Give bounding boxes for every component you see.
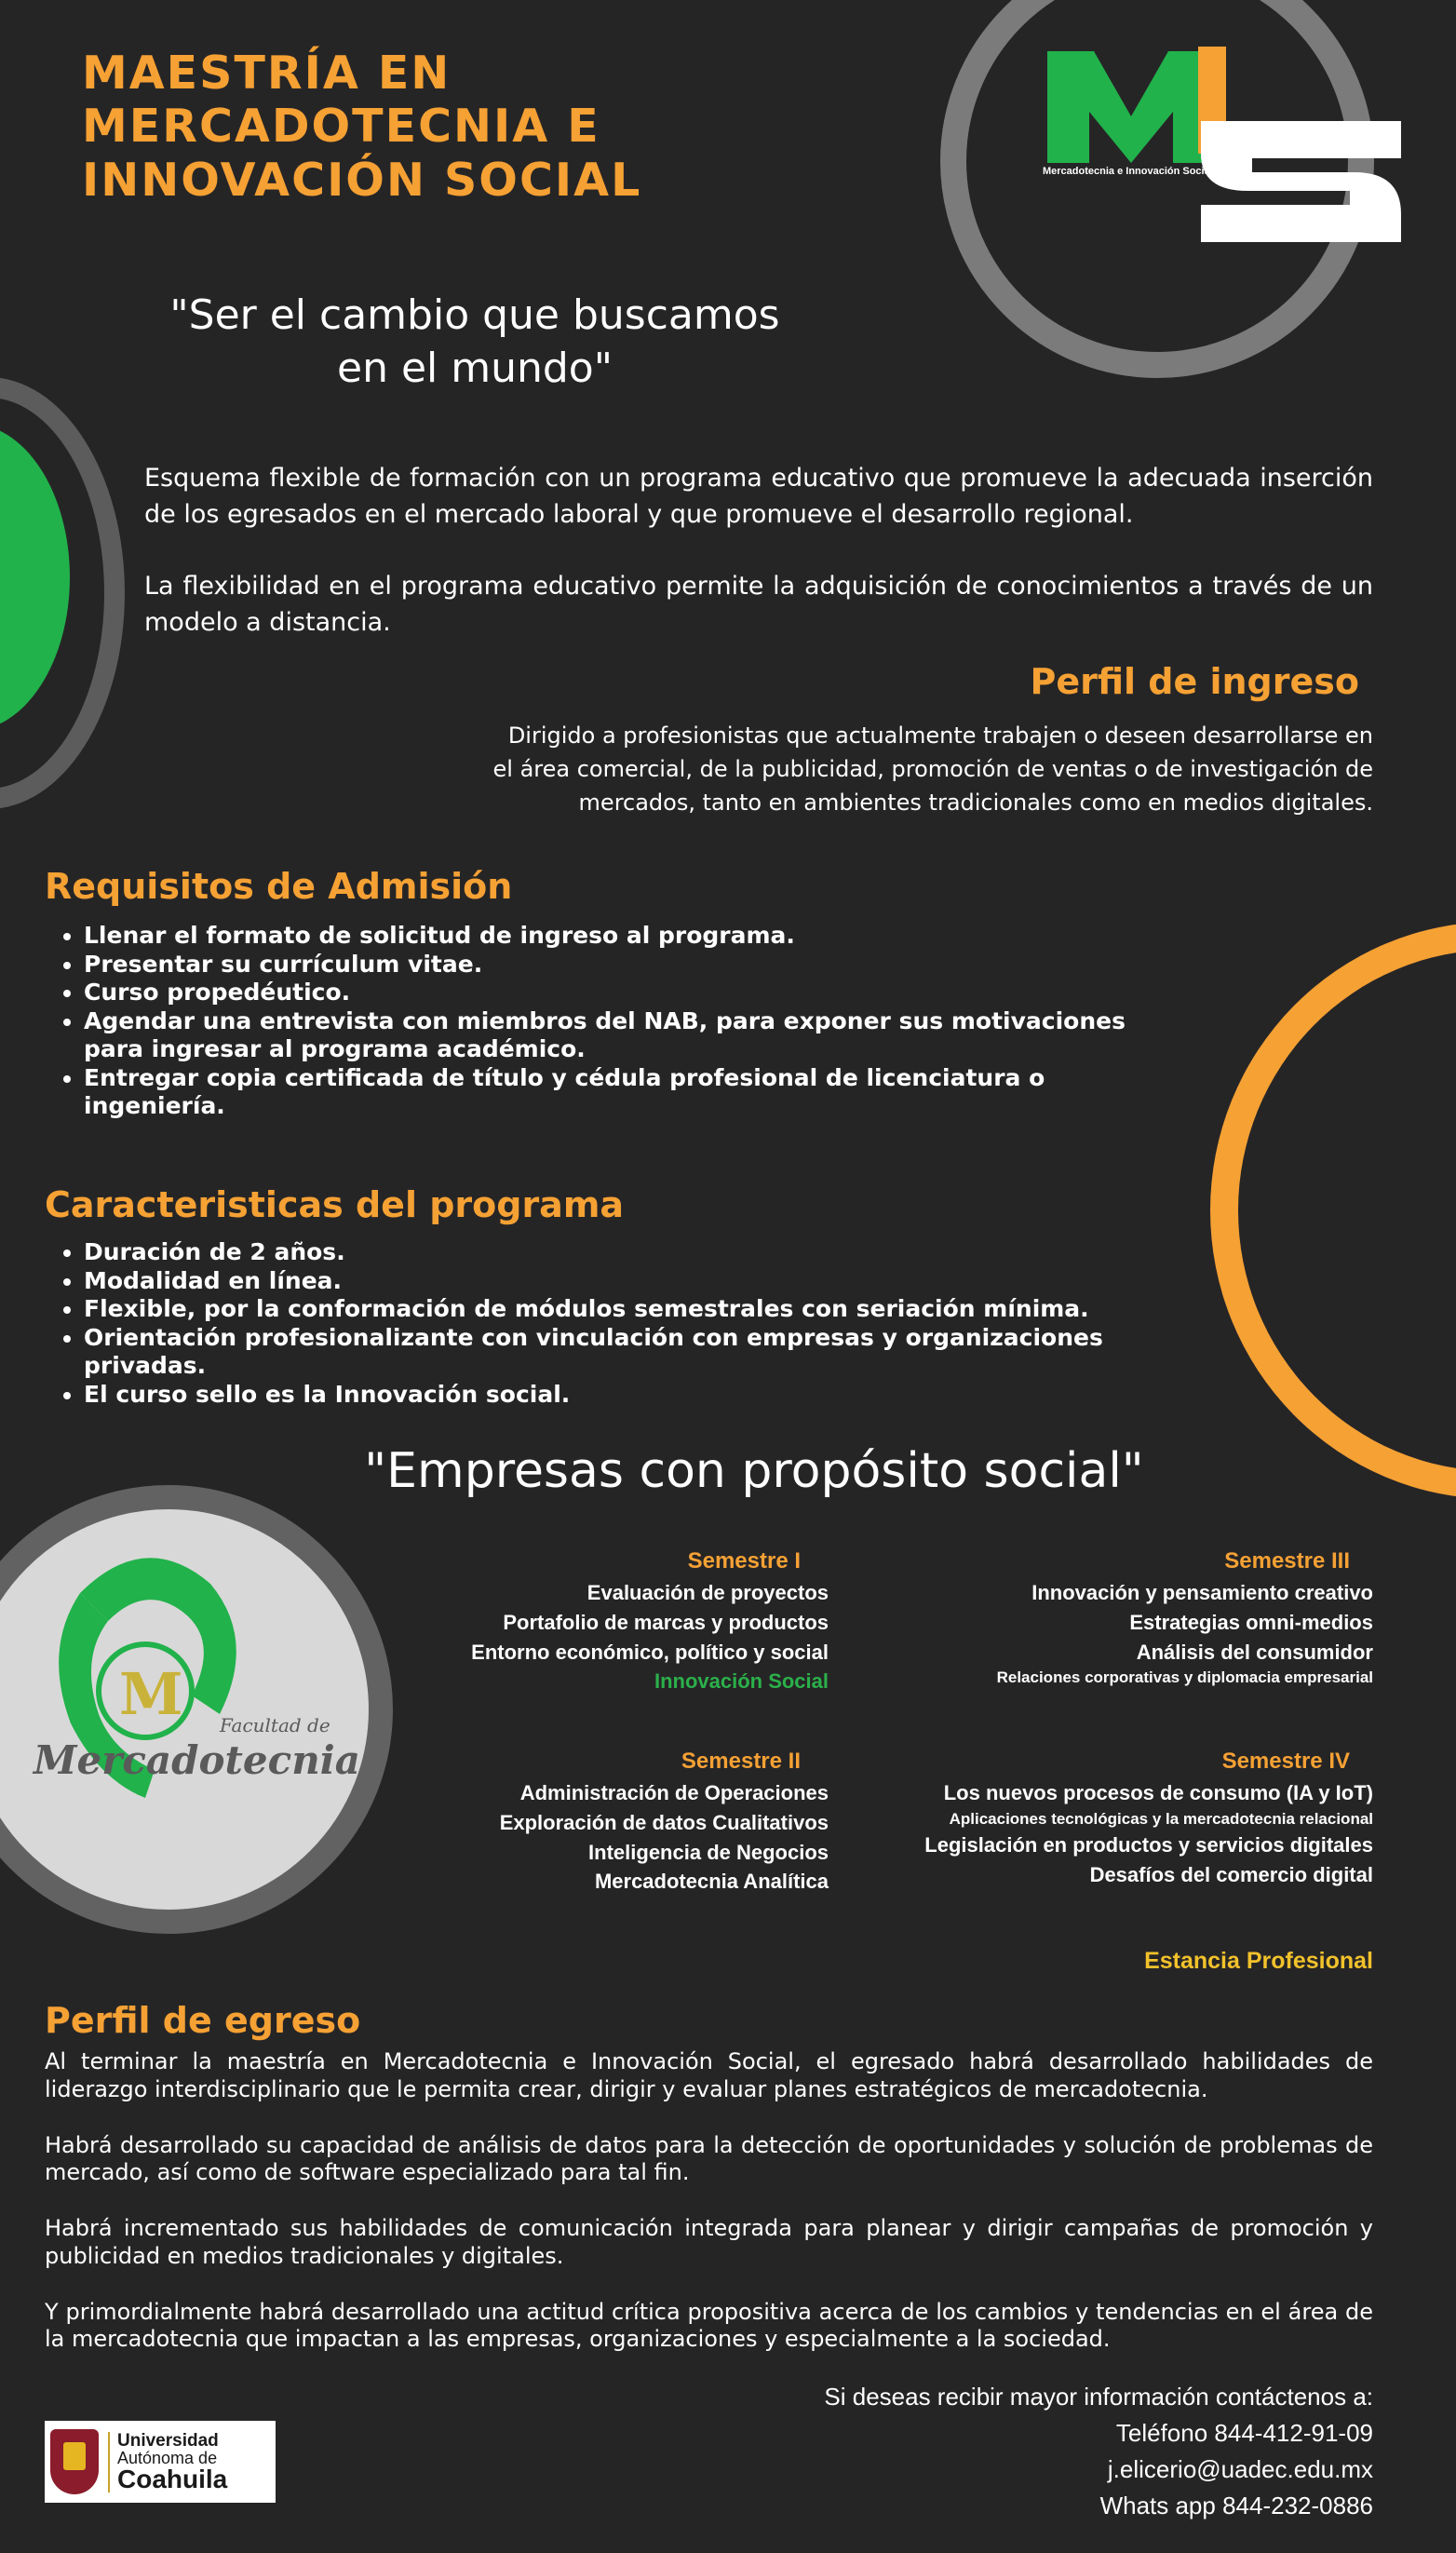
title-line: MERCADOTECNIA E [82, 100, 600, 154]
ms-program-logo [1038, 42, 1410, 256]
svg-text:M: M [119, 1660, 183, 1728]
universidad-logo [45, 2421, 276, 2503]
perfil-ingreso-heading: Perfil de ingreso [1030, 661, 1359, 702]
list-item: • Curso propedéutico. [84, 979, 1164, 1007]
university-name-line: Universidad [117, 2430, 219, 2451]
logo-caption: Mercadotecnia e Innovación Social [1043, 166, 1213, 177]
course-item: Análisis del consumidor [1136, 1640, 1373, 1664]
semestre-title: Semestre I [687, 1548, 801, 1574]
course-item: Portafolio de marcas y productos [503, 1610, 829, 1634]
title-line: MAESTRÍA EN [82, 47, 452, 100]
contact-info [708, 2379, 1373, 2524]
course-item: Administración de Operaciones [519, 1780, 829, 1804]
list-item: • El curso sello es la Innovación social. [84, 1381, 1164, 1410]
contact-phone[interactable]: Teléfono 844-412-91-09 [1115, 2419, 1373, 2447]
caracteristicas-heading: Caracteristicas del programa [45, 1184, 625, 1225]
estancia-profesional: Estancia Profesional [1144, 1948, 1373, 1974]
course-item-highlight: Innovación Social [654, 1669, 829, 1694]
egreso-paragraph: Al terminar la maestría en Mercadotecnia e Innovación Social, el egresado habrá desarrollado habilidades de liderazgo interdisciplinario que le permita crear, dirigir y evaluar planes estratégicos de mercadotecnia. [45, 2048, 1373, 2102]
facultad-seal [0, 1485, 393, 1934]
perfil-ingreso-text: Dirigido a profesionistas que actualmente trabajen o deseen desarrollarse en el área comercial, de la publicidad, promoción de ventas o de investigación de mercados, tanto en ambientes tradicionales como en medios digitales. [492, 723, 1373, 816]
caracteristicas-list [45, 1238, 1164, 1409]
list-item: • Duración de 2 años. [84, 1238, 1164, 1267]
semestre-4 [838, 1746, 1373, 1890]
list-item: • Agendar una entrevista con miembros del NAB, para exponer sus motivaciones para ingresar al programa académico. [84, 1007, 1164, 1064]
semestre-title: Semestre II [681, 1749, 801, 1774]
university-name-line: Autónoma de [117, 2448, 218, 2467]
program-title [82, 47, 920, 207]
perfil-egreso-heading: Perfil de egreso [45, 2000, 361, 2041]
list-item: • Presentar su currículum vitae. [84, 951, 1164, 979]
quote-line: "Ser el cambio que buscamos [169, 291, 780, 339]
semestre-1 [391, 1546, 829, 1696]
intro-text [144, 460, 1373, 677]
course-item: Aplicaciones tecnológicas y la mercadotecnia relacional [949, 1809, 1373, 1828]
decorative-orange-ring [1210, 922, 1456, 1499]
university-name-line: Coahuila [117, 2464, 228, 2493]
contact-email[interactable]: j.elicerio@uadec.edu.mx [1107, 2455, 1373, 2483]
course-item: Estrategias omni-medios [1129, 1610, 1373, 1634]
title-line: INNOVACIÓN SOCIAL [82, 153, 642, 207]
course-item: Exploración de datos Cualitativos [499, 1810, 829, 1834]
contact-whatsapp[interactable]: Whats app 844-232-0886 [1099, 2492, 1373, 2519]
motto-quote [102, 289, 847, 395]
egreso-paragraph: Y primordialmente habrá desarrollado una actitud crítica propositiva acerca de los cambios y tendencias en el área de la mercadotecnia que impactan a las empresas, organizaciones y especialmente a la sociedad. [45, 2298, 1373, 2353]
course-item: Relaciones corporativas y diplomacia empresarial [996, 1668, 1373, 1687]
semestre-title: Semestre IV [1221, 1749, 1350, 1774]
semestre-3 [866, 1546, 1373, 1690]
seal-mercadotecnia-text: Mercadotecnia [34, 1737, 360, 1783]
intro-paragraph: La flexibilidad en el programa educativo permite la adquisición de conocimientos a través de un modelo a distancia. [144, 572, 1373, 638]
university-name [108, 2432, 227, 2492]
egreso-paragraph: Habrá incrementado sus habilidades de comunicación integrada para planear y dirigir campañas de promoción y publicidad en medios tradicionales y digitales. [45, 2215, 1373, 2269]
list-item: • Modalidad en línea. [84, 1267, 1164, 1296]
course-item: Evaluación de proyectos [586, 1580, 829, 1604]
course-item: Innovación y pensamiento creativo [1031, 1580, 1373, 1604]
perfil-egreso-text [45, 2048, 1373, 2382]
quote-line: en el mundo" [337, 344, 613, 393]
semestre-2 [391, 1746, 829, 1897]
course-item: Desafíos del comercio digital [1089, 1863, 1373, 1887]
list-item: • Orientación profesionalizante con vinculación con empresas y organizaciones privadas. [84, 1324, 1164, 1381]
list-item: • Entregar copia certificada de título y cédula profesional de licenciatura o ingeniería. [84, 1064, 1164, 1121]
semestre-title: Semestre III [1224, 1548, 1350, 1574]
purpose-quote: "Empresas con propósito social" [364, 1443, 1144, 1499]
course-item: Inteligencia de Negocios [588, 1840, 829, 1864]
contact-intro: Si deseas recibir mayor información contáctenos a: [824, 2383, 1373, 2411]
seal-facultad-text: Facultad de [220, 1714, 330, 1736]
requisitos-heading: Requisitos de Admisión [45, 866, 513, 907]
requisitos-list [45, 922, 1164, 1121]
list-item: • Llenar el formato de solicitud de ingreso al programa. [84, 922, 1164, 951]
university-shield-icon [50, 2429, 99, 2494]
egreso-paragraph: Habrá desarrollado su capacidad de análisis de datos para la detección de oportunidades y solución de problemas de mercado, así como de software especializado para tal fin. [45, 2131, 1373, 2186]
course-item: Entorno económico, político y social [471, 1640, 829, 1664]
course-item: Los nuevos procesos de consumo (IA y IoT) [943, 1780, 1373, 1804]
course-item: Legislación en productos y servicios digitales [924, 1833, 1373, 1857]
list-item: • Flexible, por la conformación de módulos semestrales con seriación mínima. [84, 1295, 1164, 1324]
course-item: Mercadotecnia Analítica [594, 1870, 829, 1894]
intro-paragraph: Esquema flexible de formación con un programa educativo que promueve la adecuada inserción de los egresados en el mercado laboral y que promueve el desarrollo regional. [144, 464, 1373, 530]
